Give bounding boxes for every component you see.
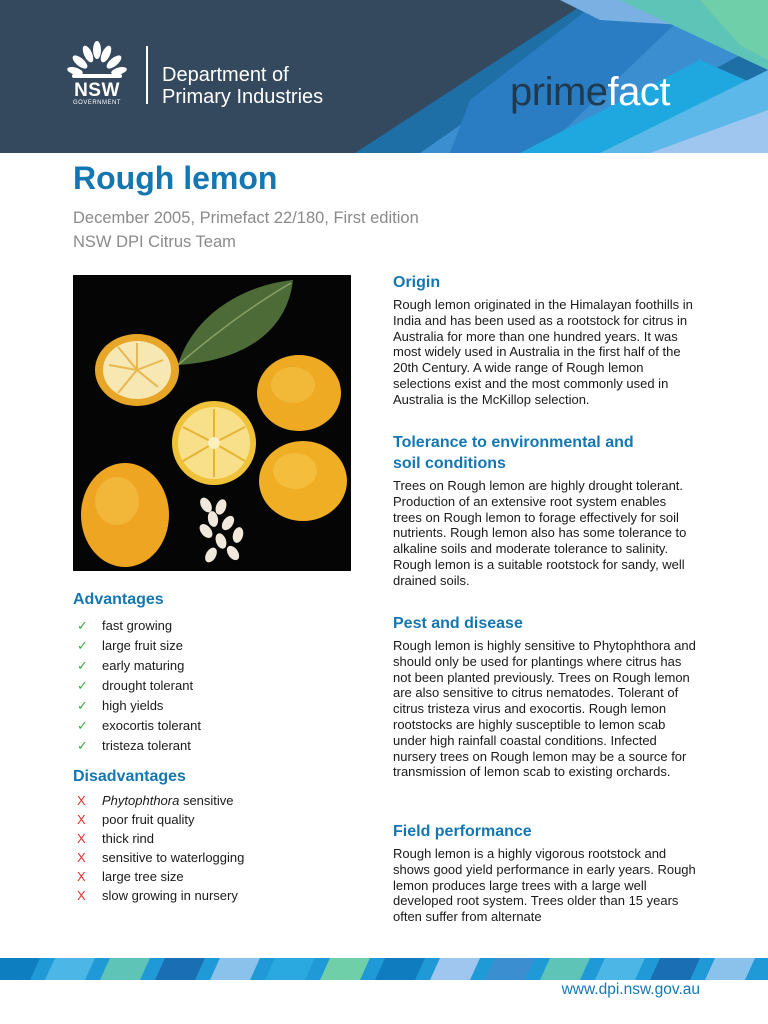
list-item: ✓ drought tolerant bbox=[73, 676, 353, 696]
check-icon: ✓ bbox=[77, 658, 88, 673]
check-icon: ✓ bbox=[77, 698, 88, 713]
header-divider bbox=[146, 46, 148, 104]
origin-text: Rough lemon originated in the Himalayan foothills in India and has been used as a rootstock for citrus in Australia for more than one hundred years. It was most widely used in Australia in the first half of the 20th Century. A wide range of Rough lemon selections exist and the most commonly used in Australia is the McKillop selection. bbox=[393, 297, 693, 407]
nsw-logo-text: NSW bbox=[74, 80, 120, 101]
cross-icon: X bbox=[77, 888, 86, 903]
check-icon: ✓ bbox=[77, 618, 88, 633]
rough-lemon-photo bbox=[73, 275, 351, 571]
cross-icon: X bbox=[77, 812, 86, 827]
list-item: X thick rind bbox=[77, 831, 155, 846]
list-item: ✓ fast growing bbox=[73, 616, 353, 636]
primefact-brand: primefact bbox=[510, 70, 671, 114]
disadvantages-heading: Disadvantages bbox=[73, 768, 186, 785]
cross-icon: X bbox=[77, 869, 86, 884]
cross-icon: X bbox=[77, 850, 86, 865]
tolerance-text: Trees on Rough lemon are highly drought tolerant. Production of an extensive root system enables trees on Rough lemon to forage effectively for soil nutrients. Rough lemon also has some tolerance to alkaline soils and moderate tolerance to salinity. Rough lemon is a suitable rootstock for sandy, well drained soils. bbox=[393, 478, 687, 588]
field-performance-text: Rough lemon is a highly vigorous rootstock and shows good yield performance in early years. Rough lemon produces large trees with a large well developed root system. Trees older than 15 years often suffer from alternate bbox=[393, 846, 696, 925]
list-item: ✓ tristeza tolerant bbox=[73, 736, 353, 756]
pest-disease-section bbox=[393, 613, 698, 780]
website-link[interactable]: www.dpi.nsw.gov.au bbox=[561, 981, 700, 998]
list-item: X large tree size bbox=[77, 869, 184, 884]
field-performance-heading: Field performance bbox=[393, 823, 532, 840]
list-item: ✓ early maturing bbox=[73, 656, 353, 676]
check-icon: ✓ bbox=[77, 678, 88, 693]
government-logo-text: GOVERNMENT bbox=[72, 100, 121, 106]
check-icon: ✓ bbox=[77, 738, 88, 753]
cross-icon: X bbox=[77, 793, 86, 808]
list-item: ✓ high yields bbox=[73, 696, 353, 716]
footer-decoration bbox=[0, 958, 768, 980]
disadvantages-list bbox=[73, 791, 353, 905]
list-item: X Phytophthora sensitive bbox=[77, 793, 234, 808]
check-icon: ✓ bbox=[77, 718, 88, 733]
list-item: ✓ large fruit size bbox=[73, 636, 353, 656]
check-icon: ✓ bbox=[77, 638, 88, 653]
page-subtitle: December 2005, Primefact 22/180, First edition NSW DPI Citrus Team bbox=[73, 209, 419, 251]
waratah-logo-icon bbox=[66, 40, 128, 80]
page-title: Rough lemon bbox=[73, 160, 278, 196]
list-item: X slow growing in nursery bbox=[77, 888, 238, 903]
page-header bbox=[0, 0, 768, 153]
advantages-list bbox=[73, 616, 353, 756]
field-performance-section bbox=[393, 821, 698, 925]
cross-icon: X bbox=[77, 831, 86, 846]
department-name: Department of Primary Industries bbox=[162, 64, 324, 108]
disadvantages-section bbox=[73, 766, 353, 905]
list-item: X sensitive to waterlogging bbox=[77, 850, 245, 865]
list-item: X poor fruit quality bbox=[77, 812, 195, 827]
advantages-section bbox=[73, 589, 353, 756]
origin-heading: Origin bbox=[393, 274, 441, 291]
tolerance-heading: Tolerance to environmental and soil conditions bbox=[393, 434, 634, 472]
list-item: ✓ exocortis tolerant bbox=[73, 716, 353, 736]
pest-disease-text: Rough lemon is highly sensitive to Phytophthora and should only be used for plantings where citrus has not been planted previously. Trees on Rough lemon are also sensitive to citrus nematodes. Tolerant of citrus tristeza virus and exocortis. Rough lemon rootstocks are highly susceptible to lemon scab under high rainfall coastal conditions. Infected nursery trees on Rough lemon may be a source for transmission of lemon scab to existing orchards. bbox=[393, 638, 696, 780]
origin-section bbox=[393, 272, 698, 408]
pest-disease-heading: Pest and disease bbox=[393, 615, 523, 632]
tolerance-section bbox=[393, 432, 698, 589]
advantages-heading: Advantages bbox=[73, 591, 164, 608]
